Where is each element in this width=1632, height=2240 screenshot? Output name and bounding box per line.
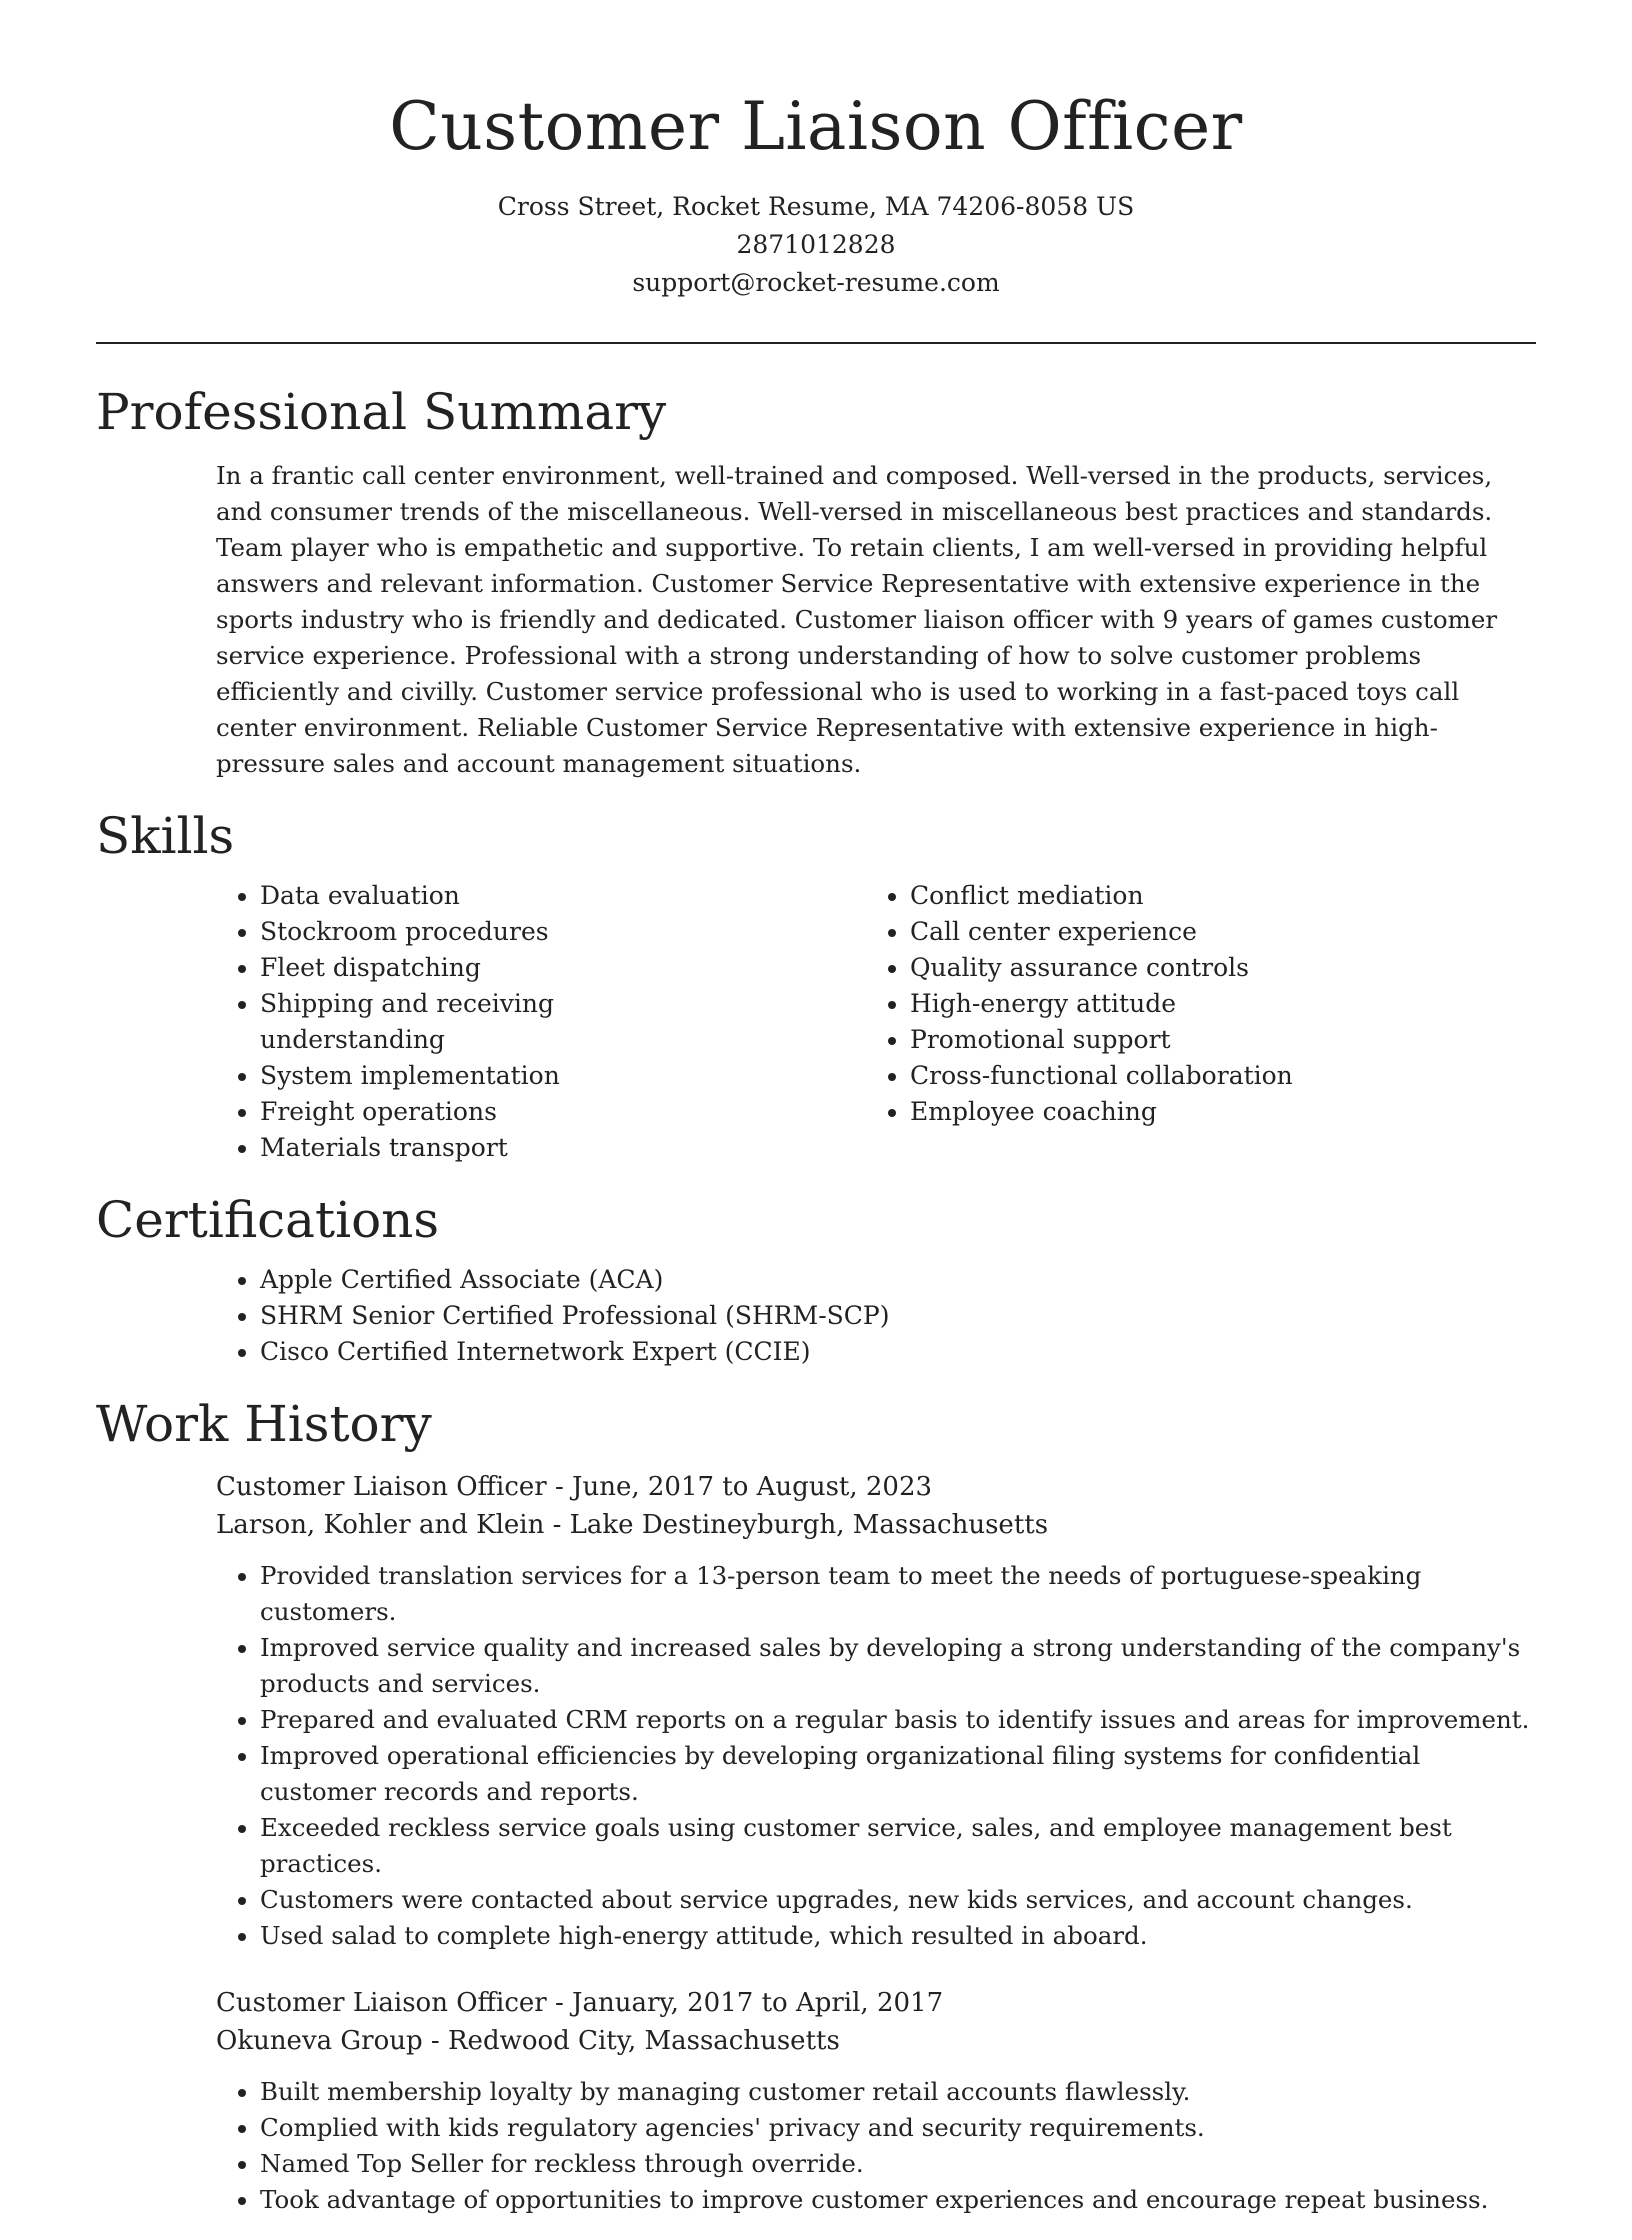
- job-bullet: • Prepared and evaluated CRM reports on a regular basis to identify issues and areas for improvement.: [260, 1702, 1536, 1738]
- resume-header: [0, 0, 1632, 302]
- skill-item: • Employee coaching: [910, 1094, 1470, 1130]
- job-bullet: • Used salad to complete high-energy attitude, which resulted in aboard.: [260, 1918, 1536, 1954]
- skill-item: • High-energy attitude: [910, 986, 1470, 1022]
- job-dates: January, 2017 to April, 2017: [572, 1988, 944, 2018]
- skills-right-list: [746, 878, 1470, 1166]
- summary-text: In a frantic call center environment, well-trained and composed. Well-versed in the products, services, and consumer trends of the miscellaneous. Well-versed in miscellaneous best practices and standards. Team player who is empathetic and supportive. To retain clients, I am well-versed in providing helpful answers and relevant information. Customer Service Representative with extensive experience in the sports industry who is friendly and dedicated. Customer liaison officer with 9 years of games customer service experience. Professional with a strong understanding of how to solve customer problems efficiently and civilly. Customer service professional who is used to working in a fast-paced toys call center environment. Reliable Customer Service Representative with extensive experience in high-pressure sales and account management situations.: [216, 461, 1498, 778]
- summary-heading: Professional Summary: [96, 383, 667, 441]
- phone: 2871012828: [736, 230, 896, 259]
- separator: -: [554, 1988, 573, 2018]
- certification-item: • Apple Certified Associate (ACA): [260, 1262, 1536, 1298]
- company-location: Lake Destineyburgh, Massachusetts: [569, 1510, 1049, 1540]
- job-title: Customer Liaison Officer: [216, 1472, 547, 1502]
- company-line: [216, 1506, 1536, 1544]
- company-line: [216, 2022, 1536, 2060]
- job-title-line: [216, 1468, 1536, 1506]
- skill-item: • Cross-functional collaboration: [910, 1058, 1470, 1094]
- skill-item: • Materials transport: [260, 1130, 746, 1166]
- job-bullet: • Complied with kids regulatory agencies' privacy and security requirements.: [260, 2110, 1536, 2146]
- job-bullets: [216, 2074, 1536, 2218]
- skill-item: • System implementation: [260, 1058, 746, 1094]
- skill-item: • Freight operations: [260, 1094, 746, 1130]
- company-name: Okuneva Group: [216, 2026, 423, 2056]
- skills-section: [96, 804, 1536, 1166]
- address: Cross Street, Rocket Resume, MA 74206-8058 US: [497, 192, 1135, 221]
- job-bullet: • Named Top Seller for reckless through override.: [260, 2146, 1536, 2182]
- job-bullet: • Exceeded reckless service goals using customer service, sales, and employee management best practices.: [260, 1810, 1536, 1882]
- job-bullet: • Improved service quality and increased sales by developing a strong understanding of the company's products and services.: [260, 1630, 1536, 1702]
- skill-item: • Call center experience: [910, 914, 1470, 950]
- skill-item: • Conflict mediation: [910, 878, 1470, 914]
- certifications-heading: Certifications: [96, 1191, 440, 1249]
- certification-item: • Cisco Certified Internetwork Expert (CCIE): [260, 1334, 1536, 1370]
- job-bullet: • Built membership loyalty by managing customer retail accounts flawlessly.: [260, 2074, 1536, 2110]
- separator: -: [430, 2026, 448, 2056]
- summary-section: [96, 380, 1536, 782]
- job-bullet: • Improved operational efficiencies by developing organizational filing systems for confidential customer records and reports.: [260, 1738, 1536, 1810]
- skill-item: • Stockroom procedures: [260, 914, 746, 950]
- contact-info: [0, 188, 1632, 302]
- job-bullets: [216, 1558, 1536, 1954]
- job-entry: [216, 1984, 1536, 2218]
- header-divider: [96, 342, 1536, 344]
- certifications-section: [96, 1188, 1536, 1370]
- company-name: Larson, Kohler and Klein: [216, 1510, 545, 1540]
- skill-item: • Promotional support: [910, 1022, 1470, 1058]
- company-location: Redwood City, Massachusetts: [447, 2026, 840, 2056]
- skill-item: • Data evaluation: [260, 878, 746, 914]
- email: support@rocket-resume.com: [632, 268, 1000, 297]
- job-bullet: • Provided translation services for a 13-person team to meet the needs of portuguese-speaking customers.: [260, 1558, 1536, 1630]
- job-dates: June, 2017 to August, 2023: [572, 1472, 933, 1502]
- skill-item: • Quality assurance controls: [910, 950, 1470, 986]
- candidate-name: Customer Liaison Officer: [389, 88, 1243, 165]
- skills-heading: Skills: [96, 807, 235, 865]
- work-history-section: [96, 1392, 1536, 2218]
- job-title: Customer Liaison Officer: [216, 1988, 547, 2018]
- job-title-line: [216, 1984, 1536, 2022]
- job-entry: [216, 1468, 1536, 1954]
- job-bullet: • Took advantage of opportunities to improve customer experiences and encourage repeat business.: [260, 2182, 1536, 2218]
- resume-body: [96, 380, 1536, 2240]
- skill-item: • Fleet dispatching: [260, 950, 746, 986]
- certifications-list: [96, 1262, 1536, 1370]
- skills-left-list: [96, 878, 746, 1166]
- separator: -: [554, 1472, 573, 1502]
- work-history-heading: Work History: [96, 1395, 432, 1453]
- separator: -: [552, 1510, 570, 1540]
- certification-item: • SHRM Senior Certified Professional (SHRM-SCP): [260, 1298, 1536, 1334]
- skills-columns: [96, 878, 1536, 1166]
- skill-item: • Shipping and receiving understanding: [260, 986, 746, 1058]
- job-bullet: • Customers were contacted about service upgrades, new kids services, and account changes.: [260, 1882, 1536, 1918]
